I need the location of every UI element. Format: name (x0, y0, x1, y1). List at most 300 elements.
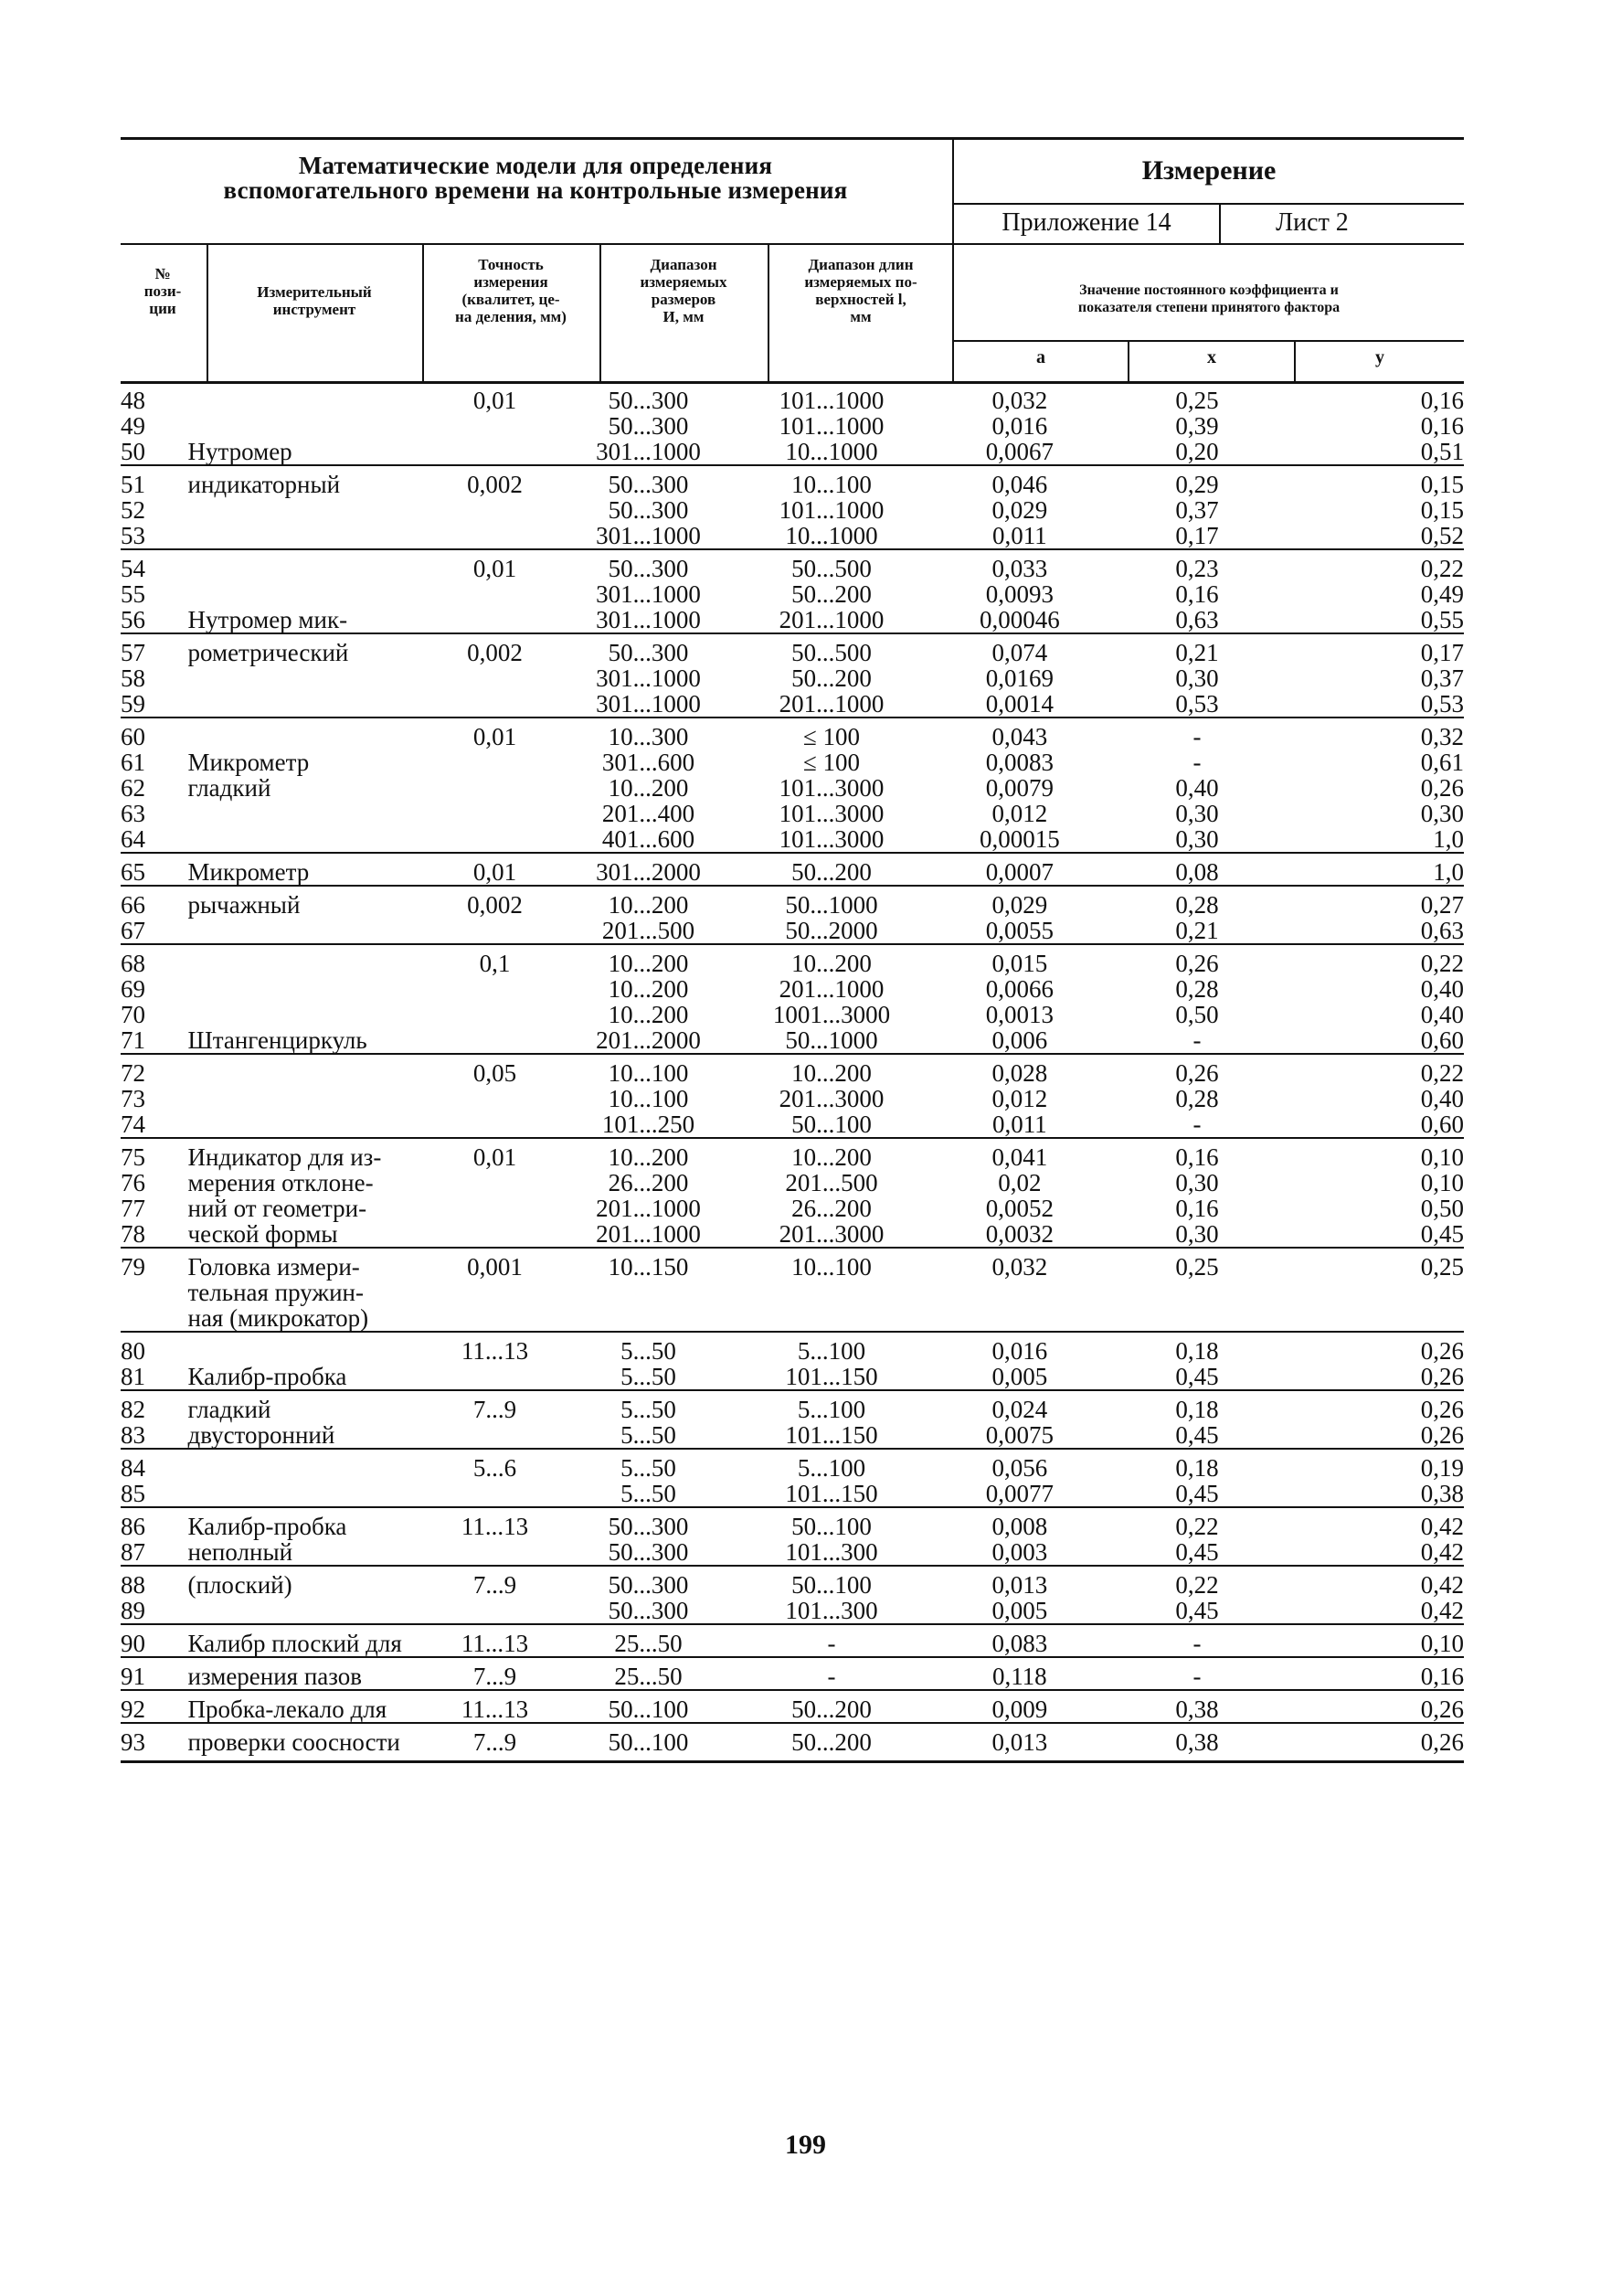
accuracy-cell: 0,01 (428, 1138, 562, 1170)
table-row (121, 1002, 1464, 1027)
size-range-cell: 10...100 (562, 1054, 735, 1086)
position-number: 56 (121, 606, 145, 633)
exponent-y-cell: 0,61 (1420, 749, 1464, 776)
size-range-cell: 301...2000 (562, 853, 735, 886)
instrument-cell (188, 523, 429, 549)
table-row (121, 1305, 1464, 1332)
length-range-cell: 50...2000 (785, 917, 878, 944)
length-range-cell: 201...1000 (779, 690, 885, 718)
length-range-cell: 101...3000 (779, 774, 885, 802)
coefficient-a-cell: 0,056 (928, 1449, 1110, 1481)
length-range-cell: 50...1000 (785, 1026, 878, 1054)
coefficient-a-cell: 0,032 (928, 1248, 1110, 1280)
length-range-cell: ≤ 100 (802, 749, 861, 776)
size-range-cell: 50...300 (608, 1597, 689, 1624)
instrument-cell: Микрометр (187, 749, 310, 776)
position-number: 49 (121, 412, 145, 440)
position-number: 52 (121, 496, 145, 524)
accuracy-cell: 0,001 (428, 1248, 562, 1280)
accuracy-cell: 11...13 (428, 1690, 562, 1723)
length-range-cell: 50...200 (735, 1690, 928, 1723)
exponent-x-cell: - (1192, 1026, 1202, 1054)
accuracy-cell: 7...9 (428, 1566, 562, 1598)
exponent-y-cell: 0,60 (1420, 1111, 1464, 1138)
length-range-cell: 201...1000 (779, 606, 885, 633)
header-top-rule (121, 137, 1464, 140)
position-number: 74 (121, 1111, 145, 1138)
size-range-cell: 50...300 (608, 1538, 689, 1566)
length-range-cell: 50...1000 (735, 886, 928, 918)
exponent-x-cell: 0,50 (1175, 1001, 1219, 1028)
size-range-cell: 301...600 (601, 749, 695, 776)
position-number: 90 (121, 1624, 188, 1657)
accuracy-cell: 11...13 (428, 1507, 562, 1539)
instrument-cell (188, 665, 429, 691)
exponent-y-cell: 0,26 (1420, 1363, 1464, 1390)
size-range-cell: 10...100 (608, 1085, 689, 1112)
accuracy-cell: 0,01 (428, 853, 562, 886)
coefficient-a-cell: 0,02 (998, 1169, 1042, 1196)
accuracy-cell (428, 1481, 562, 1507)
exponent-x-cell: 0,18 (1111, 1390, 1284, 1422)
coefficient-a-cell: 0,005 (991, 1597, 1048, 1624)
coefficient-a-cell: 0,0007 (928, 853, 1110, 886)
coefficient-a-cell: 0,0083 (985, 749, 1054, 776)
exponent-x-cell: - (1111, 718, 1284, 749)
coefficient-a-cell: 0,003 (991, 1538, 1048, 1566)
position-number: 76 (121, 1169, 145, 1196)
accuracy-cell: 7...9 (428, 1390, 562, 1422)
size-range-cell: 201...1000 (596, 1195, 701, 1222)
position-number: 53 (121, 522, 145, 549)
column-header-y: y (1375, 347, 1384, 367)
instrument-cell: Головка измери- (188, 1248, 429, 1280)
instrument-cell (188, 1481, 429, 1507)
table-row (121, 918, 1464, 944)
table-row (121, 384, 1464, 413)
length-range-cell: 26...200 (791, 1195, 872, 1222)
exponent-y-cell: 0,40 (1420, 975, 1464, 1003)
coefficient-a-cell: 0,011 (991, 1111, 1047, 1138)
table-row (121, 691, 1464, 718)
table-row (121, 607, 1464, 633)
exponent-y-cell: 0,38 (1420, 1480, 1464, 1507)
length-range-cell: 5...100 (735, 1390, 928, 1422)
position-number: 71 (121, 1026, 145, 1054)
exponent-y-cell: 0,63 (1420, 917, 1464, 944)
size-range-cell: 201...2000 (596, 1026, 701, 1054)
table-row (121, 1027, 1464, 1054)
size-range-cell: 50...300 (562, 465, 735, 497)
accuracy-cell: 0,002 (428, 886, 562, 918)
title-line-2: вспомогательного времени на контрольные измерения (223, 176, 848, 204)
size-range-cell: 50...300 (608, 412, 689, 440)
instrument-cell: Микрометр (188, 853, 429, 886)
column-header-range-sizes: Диапазон измеряемых размеров И, мм (640, 256, 727, 325)
exponent-y-cell: 0,26 (1420, 774, 1464, 802)
coefficient-a-cell: 0,0093 (985, 580, 1054, 608)
accuracy-cell (428, 1170, 562, 1196)
table-row (121, 1170, 1464, 1196)
position-number: 77 (121, 1195, 145, 1222)
position-number: 66 (121, 886, 188, 918)
table-row (121, 665, 1464, 691)
table-row (121, 801, 1464, 826)
exponent-x-cell: 0,22 (1111, 1566, 1284, 1598)
coefficient-a-cell: 0,074 (928, 633, 1110, 665)
instrument-cell: рычажный (188, 886, 429, 918)
exponent-y-cell: 0,26 (1284, 1332, 1464, 1364)
accuracy-cell: 7...9 (428, 1723, 562, 1762)
instrument-cell: Пробка-лекало для (188, 1690, 429, 1723)
table-row (121, 1566, 1464, 1598)
exponent-y-cell: 0,49 (1420, 580, 1464, 608)
coefficient-a-cell: 0,028 (928, 1054, 1110, 1086)
exponent-x-cell: 0,16 (1111, 1138, 1284, 1170)
accuracy-cell (428, 691, 562, 718)
instrument-cell (188, 1086, 429, 1111)
exponent-y-cell: 0,26 (1284, 1723, 1464, 1762)
exponent-x-cell: 0,37 (1175, 496, 1219, 524)
exponent-x-cell: 0,18 (1111, 1449, 1284, 1481)
exponent-x-cell: 0,16 (1175, 580, 1219, 608)
length-range-cell: 10...100 (735, 1248, 928, 1280)
position-number: 63 (121, 800, 145, 827)
accuracy-cell (428, 1598, 562, 1624)
position-number: 83 (121, 1421, 145, 1449)
exponent-x-cell: 0,21 (1111, 633, 1284, 665)
exponent-x-cell: 0,39 (1175, 412, 1219, 440)
exponent-y-cell: 0,22 (1284, 944, 1464, 976)
exponent-y-cell: 0,25 (1284, 1248, 1464, 1280)
length-range-cell: 201...500 (785, 1169, 878, 1196)
position-number: 82 (121, 1390, 188, 1422)
coefficient-a-cell: 0,029 (928, 886, 1110, 918)
length-range-cell: - (735, 1657, 928, 1690)
coefficient-a-cell: 0,012 (991, 1085, 1048, 1112)
coefficient-a-cell: 0,046 (928, 465, 1110, 497)
accuracy-cell (428, 801, 562, 826)
exponent-x-cell: 0,40 (1175, 774, 1219, 802)
size-range-cell: 5...50 (562, 1332, 735, 1364)
exponent-y-cell: 0,16 (1284, 1657, 1464, 1690)
table-row (121, 1364, 1464, 1390)
length-range-cell: 50...100 (791, 1111, 872, 1138)
table-row (121, 633, 1464, 665)
instrument-cell (188, 1002, 429, 1027)
column-header-range-lengths: Диапазон длин измеряемых по- верхностей l, мм (804, 256, 917, 325)
exponent-x-cell: 0,30 (1175, 1169, 1219, 1196)
instrument-cell (188, 1598, 429, 1624)
position-number: 51 (121, 465, 188, 497)
exponent-y-cell: 0,42 (1284, 1566, 1464, 1598)
position-number: 86 (121, 1507, 188, 1539)
exponent-x-cell: 0,21 (1175, 917, 1219, 944)
instrument-cell (188, 826, 429, 853)
table-row (121, 413, 1464, 439)
exponent-y-cell: 0,26 (1284, 1690, 1464, 1723)
instrument-cell: ческой формы (187, 1220, 338, 1248)
coefficient-a-cell: 0,024 (928, 1390, 1110, 1422)
exponent-y-cell: 0,42 (1284, 1507, 1464, 1539)
exponent-y-cell (1284, 1305, 1464, 1332)
exponent-x-cell: 0,30 (1175, 825, 1219, 853)
size-range-cell: 10...200 (562, 944, 735, 976)
exponent-y-cell: 0,32 (1284, 718, 1464, 749)
coefficient-a-cell: 0,029 (991, 496, 1048, 524)
size-range-cell: 10...200 (608, 975, 689, 1003)
instrument-cell: индикаторный (188, 465, 429, 497)
position-number: 85 (121, 1480, 145, 1507)
exponent-x-cell: 0,28 (1111, 886, 1284, 918)
size-range-cell: 26...200 (608, 1169, 689, 1196)
position-number: 93 (121, 1723, 188, 1762)
position-number: 50 (121, 438, 145, 465)
length-range-cell: 50...200 (791, 664, 872, 692)
coefficient-a-cell: 0,043 (928, 718, 1110, 749)
size-range-cell: 401...600 (601, 825, 695, 853)
length-range-cell: 201...1000 (779, 975, 885, 1003)
exponent-x-cell: - (1192, 749, 1202, 776)
data-table (121, 384, 1464, 1763)
position-number: 60 (121, 718, 188, 749)
coefficient-a-cell: 0,0075 (985, 1421, 1054, 1449)
position-number: 81 (121, 1363, 145, 1390)
length-range-cell (735, 1280, 928, 1305)
document-title (124, 154, 947, 203)
table-row (121, 826, 1464, 853)
accuracy-cell: 5...6 (428, 1449, 562, 1481)
exponent-x-cell: 0,29 (1111, 465, 1284, 497)
table-row (121, 1723, 1464, 1762)
position-number: 65 (121, 853, 188, 886)
exponent-x-cell: 0,38 (1111, 1690, 1284, 1723)
length-range-cell: ≤ 100 (735, 718, 928, 749)
size-range-cell: 50...300 (562, 1566, 735, 1598)
exponent-x-cell: 0,28 (1175, 975, 1219, 1003)
position-number: 68 (121, 944, 188, 976)
instrument-cell (188, 384, 429, 413)
accuracy-cell (428, 976, 562, 1002)
table-body (121, 384, 1464, 1762)
exponent-y-cell: 0,45 (1420, 1220, 1464, 1248)
length-range-cell: 101...150 (785, 1480, 878, 1507)
exponent-x-cell: 0,38 (1111, 1723, 1284, 1762)
length-range-cell: 5...100 (735, 1332, 928, 1364)
size-range-cell: 5...50 (620, 1363, 676, 1390)
size-range-cell (562, 1280, 735, 1305)
coefficient-a-cell: 0,0066 (985, 975, 1054, 1003)
position-number (121, 1305, 188, 1332)
exponent-y-cell: 0,10 (1284, 1624, 1464, 1657)
exponent-y-cell: 0,40 (1420, 1001, 1464, 1028)
exponent-y-cell: 0,42 (1420, 1597, 1464, 1624)
table-row (121, 1332, 1464, 1364)
size-range-cell: 10...200 (562, 886, 735, 918)
length-range-cell: 50...200 (735, 1723, 928, 1762)
exponent-x-cell (1111, 1305, 1284, 1332)
accuracy-cell: 0,002 (428, 633, 562, 665)
position-number: 69 (121, 975, 145, 1003)
size-range-cell: 301...1000 (596, 438, 701, 465)
instrument-cell (188, 497, 429, 523)
position-number: 48 (121, 387, 145, 414)
length-range-cell: 101...1000 (779, 387, 885, 414)
exponent-y-cell: 0,52 (1420, 522, 1464, 549)
size-range-cell: 25...50 (562, 1657, 735, 1690)
accuracy-cell (428, 1539, 562, 1566)
coefficient-a-cell: 0,033 (928, 549, 1110, 581)
size-range-cell: 5...50 (562, 1390, 735, 1422)
exponent-x-cell: 0,23 (1111, 549, 1284, 581)
exponent-y-cell: 0,60 (1420, 1026, 1464, 1054)
length-range-cell: 10...1000 (785, 438, 878, 465)
exponent-x-cell: 0,28 (1175, 1085, 1219, 1112)
exponent-y-cell: 0,16 (1420, 412, 1464, 440)
table-row (121, 1390, 1464, 1422)
column-header-x: x (1207, 347, 1216, 367)
exponent-x-cell: 0,45 (1175, 1538, 1219, 1566)
coefficient-a-cell: 0,00046 (979, 606, 1060, 633)
position-number: 61 (121, 749, 145, 776)
accuracy-cell (428, 665, 562, 691)
accuracy-cell (428, 1422, 562, 1449)
length-range-cell: 50...100 (735, 1566, 928, 1598)
exponent-y-cell: 0,40 (1420, 1085, 1464, 1112)
coefficient-a-cell: 0,0014 (985, 690, 1054, 718)
instrument-cell (188, 944, 429, 976)
table-row (121, 465, 1464, 497)
exponent-y-cell: 0,10 (1284, 1138, 1464, 1170)
accuracy-cell (428, 1002, 562, 1027)
column-header-accuracy: Точность измерения (квалитет, це- на деления, мм) (455, 256, 567, 325)
column-header-num: № пози- ции (143, 265, 182, 317)
accuracy-cell (428, 523, 562, 549)
table-row (121, 1196, 1464, 1221)
exponent-y-cell (1284, 1280, 1464, 1305)
accuracy-cell (428, 775, 562, 801)
size-range-cell: 50...100 (562, 1690, 735, 1723)
size-range-cell: 25...50 (562, 1624, 735, 1657)
size-range-cell: 5...50 (620, 1480, 676, 1507)
size-range-cell: 101...250 (601, 1111, 695, 1138)
instrument-cell (188, 691, 429, 718)
size-range-cell: 50...300 (608, 496, 689, 524)
exponent-x-cell: 0,17 (1175, 522, 1219, 549)
accuracy-cell (428, 749, 562, 775)
exponent-x-cell: 0,20 (1175, 438, 1219, 465)
coefficient-a-cell: 0,008 (928, 1507, 1110, 1539)
accuracy-cell (428, 497, 562, 523)
accuracy-cell (428, 1111, 562, 1138)
table-row (121, 581, 1464, 607)
exponent-x-cell: 0,53 (1175, 690, 1219, 718)
position-number: 91 (121, 1657, 188, 1690)
exponent-y-cell: 1,0 (1433, 825, 1464, 853)
instrument-cell: Нутромер (187, 438, 292, 465)
instrument-cell: Штангенциркуль (187, 1026, 367, 1054)
length-range-cell: 101...300 (785, 1597, 878, 1624)
instrument-cell (188, 1332, 429, 1364)
exponent-y-cell: 0,27 (1284, 886, 1464, 918)
position-number: 54 (121, 549, 188, 581)
page-number: 199 (785, 2130, 826, 2160)
instrument-cell (188, 1054, 429, 1086)
section-title: Измерение (1141, 155, 1277, 186)
accuracy-cell: 0,002 (428, 465, 562, 497)
coefficient-a-cell: 0,016 (991, 412, 1048, 440)
position-number: 70 (121, 1001, 145, 1028)
coefficient-a-cell: 0,011 (991, 522, 1047, 549)
position-number: 80 (121, 1332, 188, 1364)
coefficient-a-cell: 0,013 (928, 1723, 1110, 1762)
instrument-cell: гладкий (187, 774, 271, 802)
coefficient-a-cell: 0,015 (928, 944, 1110, 976)
position-number: 58 (121, 664, 145, 692)
table-row (121, 944, 1464, 976)
table-row (121, 1054, 1464, 1086)
instrument-cell: (плоский) (188, 1566, 429, 1598)
size-range-cell: 301...1000 (596, 690, 701, 718)
exponent-y-cell: 0,16 (1420, 387, 1464, 414)
instrument-cell (188, 976, 429, 1002)
exponent-x-cell: 0,30 (1175, 664, 1219, 692)
coefficient-a-cell: 0,118 (928, 1657, 1110, 1690)
instrument-cell: рометрический (188, 633, 429, 665)
position-number: 59 (121, 690, 145, 718)
table-row (121, 1449, 1464, 1481)
exponent-x-cell: 0,25 (1111, 1248, 1284, 1280)
instrument-cell (188, 918, 429, 944)
accuracy-cell (428, 1196, 562, 1221)
table-row (121, 1138, 1464, 1170)
instrument-cell: Индикатор для из- (188, 1138, 429, 1170)
accuracy-cell: 0,01 (428, 718, 562, 749)
column-header-instrument: Измерительный инструмент (257, 283, 372, 318)
accuracy-cell (428, 1221, 562, 1248)
coefficient-a-cell: 0,041 (928, 1138, 1110, 1170)
size-range-cell: 10...300 (562, 718, 735, 749)
table-row (121, 1657, 1464, 1690)
accuracy-cell: 0,05 (428, 1054, 562, 1086)
position-number: 75 (121, 1138, 188, 1170)
position-number: 67 (121, 917, 145, 944)
size-range-cell: 50...300 (608, 387, 689, 414)
exponent-x-cell: - (1111, 1624, 1284, 1657)
exponent-x-cell: 0,25 (1175, 387, 1219, 414)
accuracy-cell: 0,01 (472, 387, 517, 414)
exponent-y-cell: 0,19 (1284, 1449, 1464, 1481)
position-number: 62 (121, 774, 145, 802)
length-range-cell: 10...200 (735, 1054, 928, 1086)
table-row (121, 1280, 1464, 1305)
length-range-cell: 50...200 (791, 580, 872, 608)
accuracy-cell (428, 826, 562, 853)
coefficient-a-cell: 0,005 (991, 1363, 1048, 1390)
accuracy-cell: 11...13 (428, 1332, 562, 1364)
table-row (121, 1422, 1464, 1449)
coefficient-a-cell: 0,0052 (985, 1195, 1054, 1222)
length-range-cell: 50...500 (735, 549, 928, 581)
accuracy-cell: 7...9 (428, 1657, 562, 1690)
exponent-x-cell: 0,18 (1111, 1332, 1284, 1364)
exponent-y-cell: 0,17 (1284, 633, 1464, 665)
length-range-cell: 10...1000 (785, 522, 878, 549)
exponent-x-cell: - (1192, 1111, 1202, 1138)
length-range-cell: 101...3000 (779, 825, 885, 853)
exponent-x-cell: 0,08 (1111, 853, 1284, 886)
length-range-cell: 201...3000 (779, 1085, 885, 1112)
